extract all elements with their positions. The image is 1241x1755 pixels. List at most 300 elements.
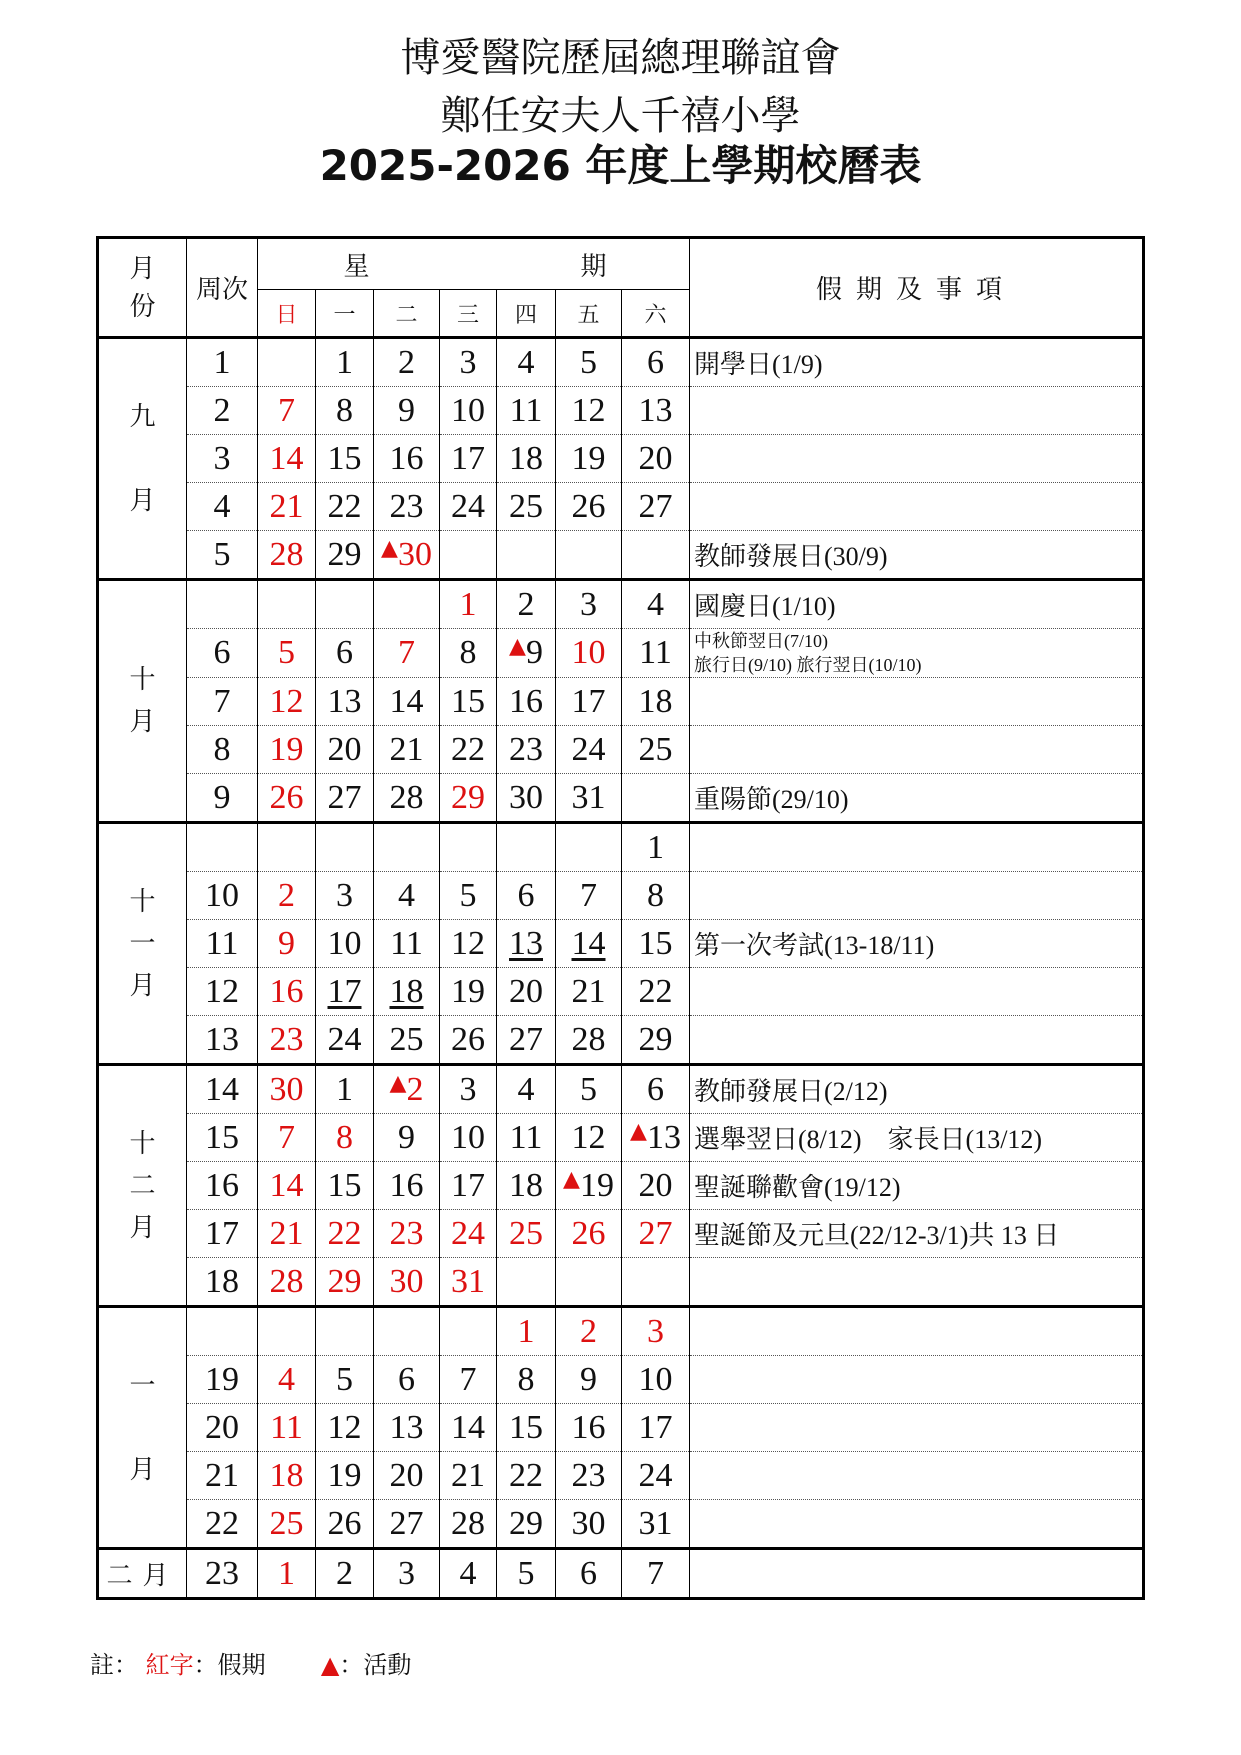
day-number: 15 — [327, 1166, 362, 1204]
day-cell — [374, 774, 440, 823]
day-cell — [622, 531, 690, 580]
day-cell — [622, 1114, 690, 1162]
day-number: 9 — [278, 924, 295, 962]
day-cell — [497, 1210, 556, 1258]
day-number: 13 — [638, 391, 673, 429]
day-cell — [440, 1065, 497, 1114]
event-note — [690, 726, 1144, 774]
day-cell — [440, 387, 497, 435]
day-cell — [374, 1404, 440, 1452]
day-cell — [556, 1210, 622, 1258]
event-note — [690, 435, 1144, 483]
day-cell — [258, 872, 316, 920]
day-cell — [374, 823, 440, 872]
week-number: 19 — [187, 1356, 258, 1404]
day-cell — [374, 1065, 440, 1114]
day-cell — [440, 483, 497, 531]
week-number: 5 — [187, 531, 258, 580]
calendar-row — [98, 1210, 1144, 1258]
day-number: 16 — [509, 682, 543, 720]
day-cell — [258, 1404, 316, 1452]
day-cell — [258, 1500, 316, 1549]
day-number: 28 — [269, 1262, 304, 1300]
day-cell — [258, 1210, 316, 1258]
day-number: 21 — [389, 730, 424, 768]
activity-triangle-icon: ▲ — [563, 1166, 580, 1192]
week-number — [187, 1307, 258, 1356]
day-number: 18 — [638, 682, 673, 720]
day-number: 1 — [278, 1554, 295, 1592]
event-note — [690, 1404, 1144, 1452]
day-number: 16 — [571, 1408, 606, 1446]
day-cell — [258, 1016, 316, 1065]
day-number: 20 — [638, 1166, 673, 1204]
day-number: 2 — [580, 1312, 597, 1350]
day-cell — [497, 1356, 556, 1404]
activity-triangle-icon: ▲ — [509, 634, 526, 659]
day-number: 27 — [389, 1504, 424, 1542]
day-cell — [622, 580, 690, 629]
day-cell — [258, 1065, 316, 1114]
day-cell — [622, 726, 690, 774]
day-cell — [374, 1210, 440, 1258]
day-number: 22 — [327, 487, 362, 525]
day-number: 29 — [509, 1504, 543, 1542]
event-note: 聖誕聯歡會(19/12) — [690, 1162, 1144, 1210]
day-number: 4 — [517, 1070, 535, 1108]
day-cell — [497, 1452, 556, 1500]
day-number: 26 — [269, 778, 304, 816]
event-note — [690, 483, 1144, 531]
calendar-row — [98, 920, 1144, 968]
calendar-row — [98, 823, 1144, 872]
day-number: 27 — [327, 778, 362, 816]
event-note — [690, 1452, 1144, 1500]
day-number: 14 — [571, 924, 606, 962]
day-cell — [440, 580, 497, 629]
day-cell — [556, 726, 622, 774]
event-note: 教師發展日(2/12) — [690, 1065, 1144, 1114]
day-number: 29 — [451, 778, 485, 816]
day-number: 9 — [580, 1360, 597, 1398]
day-cell — [622, 1404, 690, 1452]
day-number: 20 — [509, 972, 543, 1010]
day-number: 3 — [647, 1312, 664, 1350]
day-cell — [622, 1210, 690, 1258]
event-note — [690, 1307, 1144, 1356]
day-number: 26 — [571, 487, 606, 525]
day-number: 4 — [459, 1554, 477, 1592]
day-cell — [497, 580, 556, 629]
day-number: 17 — [451, 1166, 485, 1204]
day-cell — [374, 1307, 440, 1356]
day-cell — [556, 1404, 622, 1452]
day-number: 5 — [580, 343, 597, 381]
day-cell — [258, 1452, 316, 1500]
week-number: 7 — [187, 678, 258, 726]
day-cell — [316, 1065, 374, 1114]
day-number: 10 — [571, 634, 606, 671]
calendar-row — [98, 483, 1144, 531]
calendar-row — [98, 338, 1144, 387]
week-number: 13 — [187, 1016, 258, 1065]
day-number: 9 — [398, 1118, 415, 1156]
day-cell — [497, 1258, 556, 1307]
day-cell — [374, 1258, 440, 1307]
day-number: 8 — [336, 1118, 353, 1156]
day-cell — [258, 823, 316, 872]
day-number: 7 — [398, 634, 415, 671]
day-number: 30 — [397, 535, 432, 573]
day-number: 5 — [336, 1360, 353, 1398]
day-number: 25 — [638, 730, 673, 768]
day-cell — [556, 1356, 622, 1404]
day-number: 11 — [509, 1118, 543, 1156]
event-note — [690, 968, 1144, 1016]
day-number: 6 — [647, 1070, 664, 1108]
day-number: 25 — [509, 1214, 543, 1252]
day-number: 9 — [398, 391, 415, 429]
month-label: 十 二 月 — [98, 1065, 187, 1307]
day-cell — [258, 1162, 316, 1210]
day-number: 30 — [269, 1070, 304, 1108]
day-number: 10 — [451, 1118, 485, 1156]
day-cell — [622, 629, 690, 678]
event-note — [690, 1016, 1144, 1065]
day-cell — [556, 387, 622, 435]
day-cell — [440, 1404, 497, 1452]
day-number: 3 — [459, 343, 477, 381]
day-number: 3 — [459, 1070, 477, 1108]
day-cell — [497, 774, 556, 823]
day-number: 30 — [509, 778, 543, 816]
day-number: 25 — [269, 1504, 304, 1542]
calendar-row — [98, 629, 1144, 678]
event-note: 選舉翌日(8/12) 家長日(13/12) — [690, 1114, 1144, 1162]
day-cell — [258, 1114, 316, 1162]
day-cell — [497, 435, 556, 483]
weekday-header-0: 日 — [258, 290, 316, 338]
day-cell — [374, 872, 440, 920]
calendar-row — [98, 678, 1144, 726]
day-number: 14 — [269, 1166, 304, 1204]
calendar-row — [98, 872, 1144, 920]
event-note — [690, 1549, 1144, 1599]
day-cell — [258, 920, 316, 968]
day-number: 24 — [451, 487, 485, 525]
day-cell — [556, 580, 622, 629]
day-cell — [556, 338, 622, 387]
day-cell — [374, 920, 440, 968]
day-number: 6 — [336, 634, 353, 671]
day-number: 7 — [580, 876, 597, 914]
day-number: 12 — [571, 1118, 606, 1156]
event-note: 第一次考試(13-18/11) — [690, 920, 1144, 968]
day-cell — [497, 531, 556, 580]
day-number: 16 — [389, 1166, 424, 1204]
week-number: 17 — [187, 1210, 258, 1258]
day-number: 26 — [571, 1214, 606, 1252]
day-number: 11 — [639, 634, 672, 671]
day-cell — [497, 678, 556, 726]
day-cell — [440, 1452, 497, 1500]
day-cell — [316, 726, 374, 774]
day-cell — [316, 1016, 374, 1065]
day-cell — [497, 823, 556, 872]
day-number: 21 — [571, 972, 606, 1010]
day-number: 29 — [327, 1262, 362, 1300]
day-cell — [440, 726, 497, 774]
day-cell — [316, 1452, 374, 1500]
weekday-group-right: 期 — [580, 251, 607, 282]
week-number: 16 — [187, 1162, 258, 1210]
day-cell — [497, 1114, 556, 1162]
day-cell — [440, 823, 497, 872]
day-cell — [622, 1162, 690, 1210]
day-cell — [258, 968, 316, 1016]
day-cell — [316, 629, 374, 678]
day-number: 2 — [278, 876, 295, 914]
day-number: 28 — [451, 1504, 485, 1542]
week-number: 2 — [187, 387, 258, 435]
day-number: 12 — [269, 682, 304, 720]
weekday-header-2: 二 — [374, 290, 440, 338]
week-number: 4 — [187, 483, 258, 531]
day-number: 28 — [269, 535, 304, 573]
day-cell — [440, 1162, 497, 1210]
event-line: 旅行日(9/10) 旅行翌日(10/10) — [694, 655, 922, 675]
day-cell — [374, 1549, 440, 1599]
day-cell — [622, 968, 690, 1016]
month-label: 二月 — [98, 1549, 187, 1599]
weekday-header-1: 一 — [316, 290, 374, 338]
day-cell — [622, 1549, 690, 1599]
calendar-row — [98, 1356, 1144, 1404]
event-note — [690, 1258, 1144, 1307]
week-number — [187, 823, 258, 872]
day-number: 27 — [509, 1020, 543, 1058]
day-number: 23 — [571, 1456, 606, 1494]
calendar-row — [98, 726, 1144, 774]
day-number: 1 — [517, 1312, 535, 1350]
day-number: 14 — [451, 1408, 485, 1446]
day-number: 6 — [398, 1360, 415, 1398]
day-cell — [440, 338, 497, 387]
day-cell — [316, 1500, 374, 1549]
day-number: 4 — [278, 1360, 295, 1398]
day-cell — [258, 483, 316, 531]
day-cell — [316, 387, 374, 435]
legend-red-text: 紅字 — [145, 1651, 194, 1679]
day-number: 4 — [398, 876, 415, 914]
calendar-row — [98, 1016, 1144, 1065]
calendar-row — [98, 1500, 1144, 1549]
week-number: 9 — [187, 774, 258, 823]
day-number: 28 — [571, 1020, 606, 1058]
day-cell — [622, 1258, 690, 1307]
day-number: 13 — [389, 1408, 424, 1446]
activity-triangle-icon: ▲ — [630, 1118, 647, 1144]
day-cell — [622, 387, 690, 435]
calendar-title: 2025-2026 年度上學期校曆表 — [319, 141, 922, 190]
day-cell — [440, 1549, 497, 1599]
day-cell — [622, 338, 690, 387]
event-note: 教師發展日(30/9) — [690, 531, 1144, 580]
day-number: 29 — [638, 1020, 673, 1058]
day-cell — [374, 629, 440, 678]
event-note — [690, 678, 1144, 726]
day-number: 15 — [451, 682, 485, 720]
weekday-header-5: 五 — [556, 290, 622, 338]
day-cell — [258, 629, 316, 678]
day-cell — [258, 338, 316, 387]
event-note: 開學日(1/9) — [690, 338, 1144, 387]
day-cell — [440, 1500, 497, 1549]
calendar-row — [98, 1065, 1144, 1114]
event-note — [690, 1356, 1144, 1404]
week-number: 18 — [187, 1258, 258, 1307]
day-cell — [556, 483, 622, 531]
month-label: 九 月 — [98, 338, 187, 580]
day-cell — [622, 1307, 690, 1356]
week-number: 12 — [187, 968, 258, 1016]
day-number: 24 — [571, 730, 606, 768]
day-cell — [556, 531, 622, 580]
event-note — [690, 1500, 1144, 1549]
day-cell — [497, 1500, 556, 1549]
weekday-group-left: 星 — [343, 251, 370, 282]
week-number: 20 — [187, 1404, 258, 1452]
day-cell — [556, 774, 622, 823]
day-cell — [374, 435, 440, 483]
day-cell — [622, 1500, 690, 1549]
day-cell — [258, 1356, 316, 1404]
day-cell — [440, 1307, 497, 1356]
calendar-row — [98, 387, 1144, 435]
calendar-row — [98, 435, 1144, 483]
day-number: 30 — [571, 1504, 606, 1542]
day-number: 23 — [389, 1214, 424, 1252]
day-cell — [556, 1114, 622, 1162]
calendar-row — [98, 1549, 1144, 1599]
week-number: 6 — [187, 629, 258, 678]
calendar-row — [98, 580, 1144, 629]
day-number: 21 — [269, 1214, 304, 1252]
day-number: 12 — [327, 1408, 362, 1446]
day-number: 2 — [517, 585, 535, 623]
day-number: 20 — [327, 730, 362, 768]
day-cell — [316, 872, 374, 920]
day-number: 19 — [327, 1456, 362, 1494]
event-note — [690, 387, 1144, 435]
day-cell — [440, 920, 497, 968]
day-cell — [556, 823, 622, 872]
day-number: 3 — [398, 1554, 415, 1592]
day-cell — [316, 1549, 374, 1599]
day-cell — [497, 387, 556, 435]
week-number: 10 — [187, 872, 258, 920]
week-number — [187, 580, 258, 629]
day-cell — [622, 1065, 690, 1114]
day-cell — [258, 531, 316, 580]
day-number: 17 — [571, 682, 606, 720]
day-number: 15 — [327, 439, 362, 477]
legend — [90, 1645, 411, 1680]
day-cell — [316, 435, 374, 483]
day-cell — [440, 1016, 497, 1065]
month-label: 十 一 月 — [98, 823, 187, 1065]
day-cell — [440, 1258, 497, 1307]
day-cell — [258, 1549, 316, 1599]
day-number: 27 — [638, 1214, 673, 1252]
day-number: 22 — [451, 730, 485, 768]
weekday-group-header — [258, 238, 690, 290]
day-number: 8 — [517, 1360, 535, 1398]
day-number: 10 — [327, 924, 362, 962]
day-cell — [497, 920, 556, 968]
day-cell — [316, 1162, 374, 1210]
day-number: 4 — [517, 343, 535, 381]
day-number: 14 — [269, 439, 304, 477]
day-cell — [374, 1162, 440, 1210]
day-number: 4 — [647, 585, 664, 623]
day-number: 1 — [336, 343, 353, 381]
day-cell — [258, 678, 316, 726]
day-cell — [316, 1258, 374, 1307]
day-number: 26 — [451, 1020, 485, 1058]
day-cell — [497, 629, 556, 678]
calendar-row — [98, 1114, 1144, 1162]
day-cell — [556, 1307, 622, 1356]
week-number: 21 — [187, 1452, 258, 1500]
weekday-header-3: 三 — [440, 290, 497, 338]
day-cell — [497, 1065, 556, 1114]
day-cell — [316, 1307, 374, 1356]
day-number: 29 — [327, 535, 362, 573]
calendar-row — [98, 1452, 1144, 1500]
day-number: 14 — [389, 682, 424, 720]
day-cell — [497, 1549, 556, 1599]
day-number: 6 — [580, 1554, 597, 1592]
day-cell — [258, 1307, 316, 1356]
day-number: 30 — [389, 1262, 424, 1300]
day-number: 11 — [509, 391, 543, 429]
event-note — [690, 629, 1144, 678]
week-number: 22 — [187, 1500, 258, 1549]
day-number: 24 — [638, 1456, 673, 1494]
day-cell — [374, 580, 440, 629]
day-cell — [556, 435, 622, 483]
day-cell — [316, 1356, 374, 1404]
calendar-row — [98, 1404, 1144, 1452]
day-number: 28 — [389, 778, 424, 816]
day-number: 19 — [269, 730, 304, 768]
day-cell — [258, 774, 316, 823]
day-cell — [258, 1258, 316, 1307]
day-number: 1 — [336, 1070, 353, 1108]
day-number: 31 — [571, 778, 606, 816]
day-number: 12 — [451, 924, 485, 962]
day-cell — [316, 920, 374, 968]
week-number: 3 — [187, 435, 258, 483]
day-cell — [374, 338, 440, 387]
day-number: 13 — [509, 924, 543, 962]
day-number: 11 — [270, 1408, 303, 1446]
day-cell — [316, 774, 374, 823]
day-cell — [622, 872, 690, 920]
event-note — [690, 823, 1144, 872]
day-cell — [374, 726, 440, 774]
